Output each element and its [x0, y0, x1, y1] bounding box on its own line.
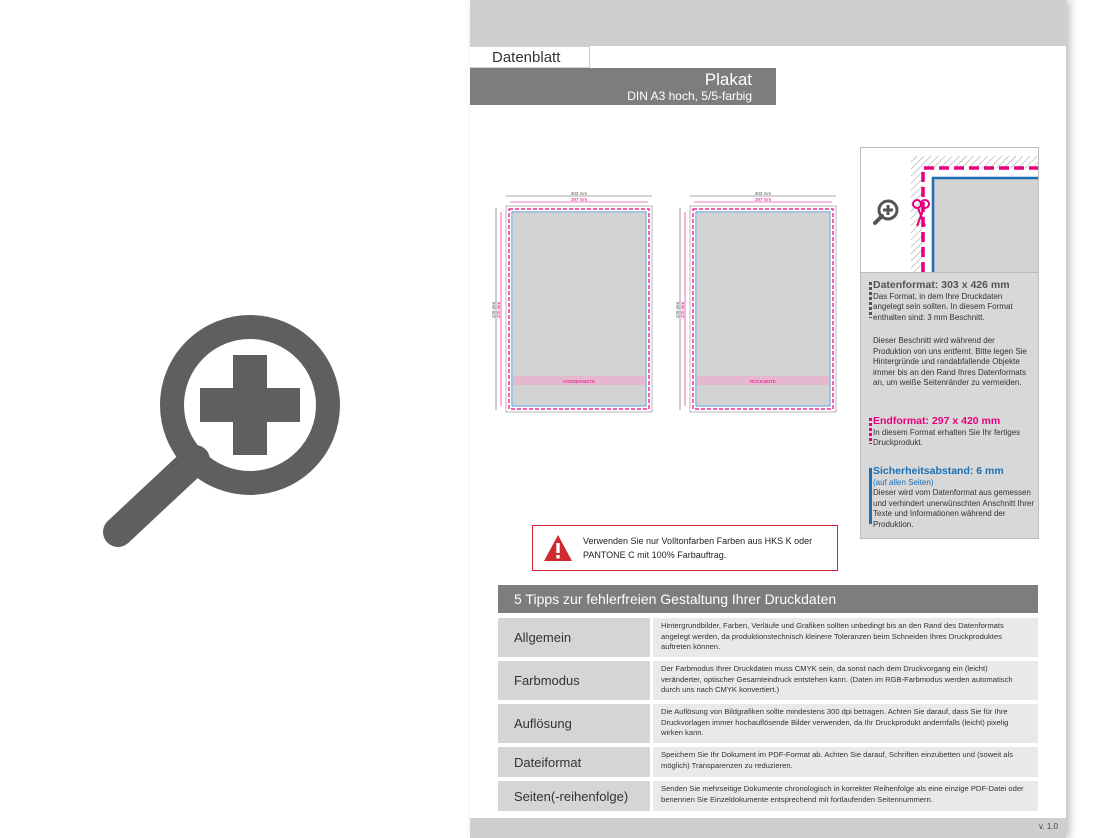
top-band	[470, 0, 1066, 46]
doc-label: Datenblatt	[470, 46, 590, 68]
tip-row	[498, 747, 1038, 777]
data-format-heading: Datenformat: 303 x 426 mm	[873, 279, 1010, 291]
end-format-block	[873, 416, 1035, 449]
poster-width-inner: 297 mm	[754, 197, 772, 202]
safety-block	[873, 466, 1035, 530]
zoom-small-icon	[875, 201, 897, 223]
trim-note: Dieser Beschnitt wird während der Produktion von uns entfernt. Bitte legen Sie Hintergründe und randabfallende Objekte immer bis an den Rand Ihres Datenformats an, um weiße Seitenränder zu vermeiden.	[873, 336, 1027, 387]
warning-text: Verwenden Sie nur Volltonfarben Farben aus HKS K oder PANTONE C mit 100% Farbauftrag.	[583, 536, 813, 560]
corner-detail	[861, 148, 1038, 273]
tip-label: Auflösung	[498, 704, 650, 743]
poster-width-inner: 297 mm	[570, 197, 588, 202]
poster-height-outer: 426 mm	[675, 301, 680, 319]
poster-back	[676, 190, 846, 420]
tip-row	[498, 704, 1038, 743]
version-label: v. 1.0	[1039, 822, 1058, 831]
tip-row	[498, 661, 1038, 700]
warning-icon	[543, 534, 573, 562]
tip-text: Speichern Sie Ihr Dokument im PDF-Format ab. Achten Sie darauf, Schriften einzubetten und (soweit als möglich) Transparenzen zu reduzieren.	[653, 747, 1038, 777]
tip-row	[498, 618, 1038, 657]
data-format-text: Das Format, in dem Ihre Druckdaten angelegt sein sollten. In diesem Format enthalten sind: 3 mm Beschnitt.	[873, 291, 1013, 322]
color-warning	[532, 525, 838, 571]
bottom-band	[470, 818, 1066, 838]
format-info-panel	[860, 147, 1039, 539]
data-format-block	[873, 280, 1035, 323]
title-bar	[470, 68, 776, 105]
zoom-in-icon[interactable]	[100, 320, 360, 560]
poster-side-label: VORDERSEITE	[562, 379, 596, 384]
tip-text: Die Auflösung von Bildgrafiken sollte mindestens 300 dpi betragen. Achten Sie darauf, dass Sie für Ihre Druckvorlagen immer hochauflösende Bilder verwenden, da Ihr Druckprodukt andernfalls (leicht) pixelig wirken kann.	[653, 704, 1038, 743]
safety-text: Dieser wird vom Datenformat aus gemessen und verhindert unerwünschten Anschnitt Ihrer Texte und Informationen während der Produktion.	[873, 488, 1034, 529]
tips-header: 5 Tipps zur fehlerfreien Gestaltung Ihrer Druckdaten	[498, 585, 1038, 613]
tip-row	[498, 781, 1038, 811]
safety-subheading: (auf allen Seiten)	[873, 477, 934, 487]
poster-width-outer: 303 mm	[754, 191, 772, 196]
product-subtitle: DIN A3 hoch, 5/5-farbig	[627, 89, 752, 103]
safety-heading: Sicherheitsabstand: 6 mm	[873, 465, 1004, 477]
tip-label: Allgemein	[498, 618, 650, 657]
tip-label: Dateiformat	[498, 747, 650, 777]
poster-height-outer: 426 mm	[491, 301, 496, 319]
poster-width-outer: 303 mm	[570, 191, 588, 196]
poster-height-inner: 420 mm	[680, 301, 685, 319]
datasheet-page	[470, 0, 1066, 838]
poster-side-label: RÜCKSEITE	[750, 379, 776, 384]
tip-label: Farbmodus	[498, 661, 650, 700]
poster-height-inner: 420 mm	[496, 301, 501, 319]
end-format-heading: Endformat: 297 x 420 mm	[873, 415, 1001, 427]
tip-text: Senden Sie mehrseitige Dokumente chronologisch in korrekter Reihenfolge als eine einzige PDF-Datei oder benennen Sie Einzeldokumente entsprechend mit fortlaufenden Seitennummern.	[653, 781, 1038, 811]
tip-label: Seiten(-reihenfolge)	[498, 781, 650, 811]
poster-front	[492, 190, 662, 420]
end-format-text: In diesem Format erhalten Sie Ihr fertiges Druckprodukt.	[873, 427, 1021, 447]
product-title: Plakat	[704, 70, 752, 89]
tip-text: Hintergrundbilder, Farben, Verläufe und Grafiken sollten unbedingt bis an den Rand des Datenformats angelegt werden, da produktionstechnisch kleinere Toleranzen beim Schneiden Ihres Druckproduktes auftreten können.	[653, 618, 1038, 657]
tip-text: Der Farbmodus Ihrer Druckdaten muss CMYK sein, da sonst nach dem Druckvorgang ein (leicht) veränderter, optischer Gesamteindruck entstehen kann. (Daten im RGB-Farbmodus werden automatisch durch uns nach CMYK konvertiert.)	[653, 661, 1038, 700]
